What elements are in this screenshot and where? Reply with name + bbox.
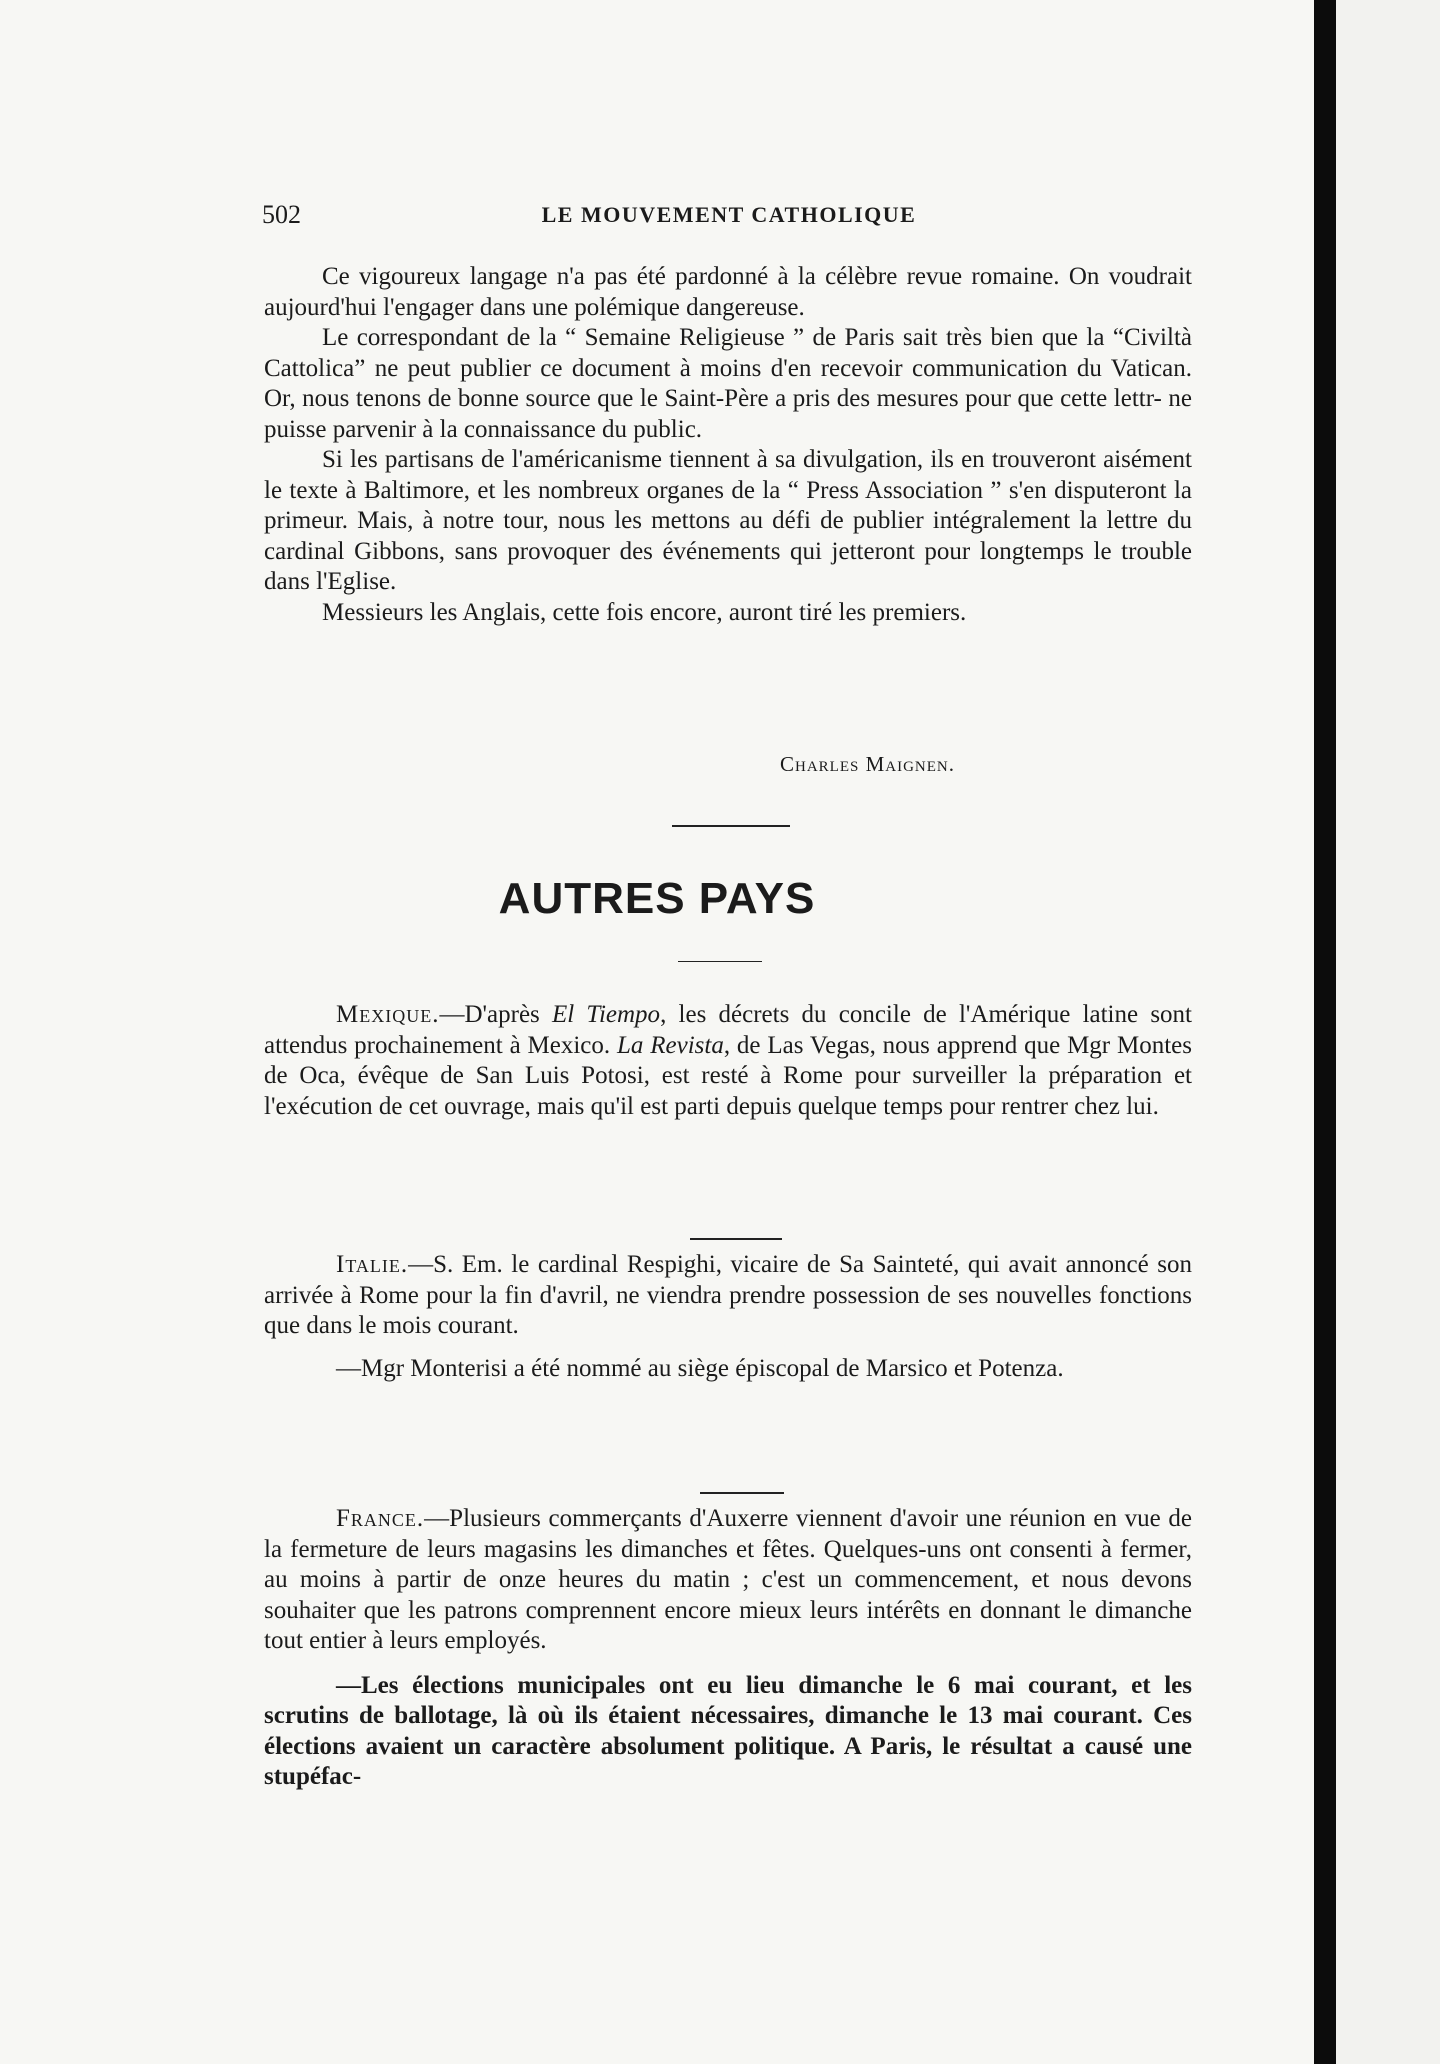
country-label-france: France. — [336, 1505, 425, 1532]
section-divider — [672, 825, 790, 827]
mexique-italic-b: La Revista — [616, 1031, 724, 1059]
france-paragraph — [264, 1504, 1192, 1657]
page-number: 502 — [262, 200, 301, 229]
adjacent-page-margin — [1336, 0, 1440, 2064]
binding-shadow — [1314, 0, 1336, 2064]
mexique-italic-a: El Tiempo — [552, 1001, 661, 1028]
italie-paragraph — [264, 1250, 1192, 1342]
france-text: —Plusieurs commerçants d'Auxerre viennent d'avoir une réunion en vue de la fermeture de leurs magasins les dimanches et fêtes. Quelques-uns ont consenti à fermer, au moins à partir de onze heures du matin ; c'est un commencement, et nous devons souhaiter que les patrons comprennent encore mieux leurs intérêts en donnant le dimanche tout entier à leurs employés. — [264, 1505, 1192, 1654]
italie-text: —S. Em. le cardinal Respighi, vicaire de Sa Sainteté, qui avait annoncé son arrivée à Rome pour la fin d'avril, ne viendra prendre possession de ses nouvelles fonctions que dans le mois courant. — [264, 1251, 1192, 1339]
author-signature: Charles Maignen. — [780, 752, 956, 776]
item-divider-1 — [690, 1238, 782, 1240]
item-divider-2 — [700, 1492, 784, 1494]
paragraph-3: Si les partisans de l'américanisme tiennent à sa divulgation, ils en trouveront aisément le texte à Baltimore, et les nombreux organes de la “ Press Association ” s'en disputeront la primeur. Mais, à notre tour, nous les mettons au défi de publier intégralement la lettre du cardinal Gibbons, sans provoquer des événements qui jetteront pour longtemps le trouble dans l'Eglise. — [264, 446, 1192, 595]
france-item — [264, 1504, 1192, 1793]
article-continuation — [264, 262, 1192, 628]
mexique-text-b: , les décrets du concile de l'Amérique latine sont attendus prochainement à Mexico. — [264, 1001, 1192, 1059]
paragraph-4: Messieurs les Anglais, cette fois encore, auront tiré les premiers. — [322, 598, 967, 626]
paragraph-1: Ce vigoureux langage n'a pas été pardonné à la célèbre revue romaine. On voudrait aujourd'hui l'engager dans une polémique dangereuse. — [264, 263, 1192, 321]
country-label-italie: Italie. — [336, 1251, 409, 1278]
page-header — [262, 200, 1196, 234]
italie-paragraph-2: —Mgr Monterisi a été nommé au siège épiscopal de Marsico et Potenza. — [336, 1354, 1064, 1382]
mexique-text-a: —D'après — [439, 1001, 552, 1028]
france-paragraph-2: —Les élections municipales ont eu lieu dimanche le 6 mai courant, et les scrutins de ballotage, là où ils étaient nécessaires, dimanche le 13 mai courant. Ces élections avaient un caractère absolument politique. A Paris, le résultat a causé une stupéfac- — [264, 1671, 1192, 1790]
section-title: AUTRES PAYS — [498, 874, 816, 923]
running-title: LE MOUVEMENT CATHOLIQUE — [541, 202, 917, 227]
mexique-item — [264, 1000, 1192, 1122]
country-label-mexique: Mexique. — [336, 1001, 440, 1028]
italie-item — [264, 1250, 1192, 1384]
mexique-text-c: , de Las Vegas, nous apprend que Mgr Montes de Oca, évêque de San Luis Potosi, est resté à Rome pour surveiller la préparation et l'exécution de cet ouvrage, mais qu'il est parti depuis quelque temps pour rentrer chez lui. — [264, 1031, 1192, 1120]
title-divider — [678, 961, 762, 962]
mexique-paragraph — [264, 1000, 1192, 1122]
paragraph-2: Le correspondant de la “ Semaine Religieuse ” de Paris sait très bien que la “Civiltà Cattolica” ne peut publier ce document à moins d'en recevoir communication du Vatican. Or, nous tenons de bonne source que le Saint-Père a pris des mesures pour que cette lettr- ne puisse parvenir à la connaissance du public. — [264, 324, 1192, 443]
